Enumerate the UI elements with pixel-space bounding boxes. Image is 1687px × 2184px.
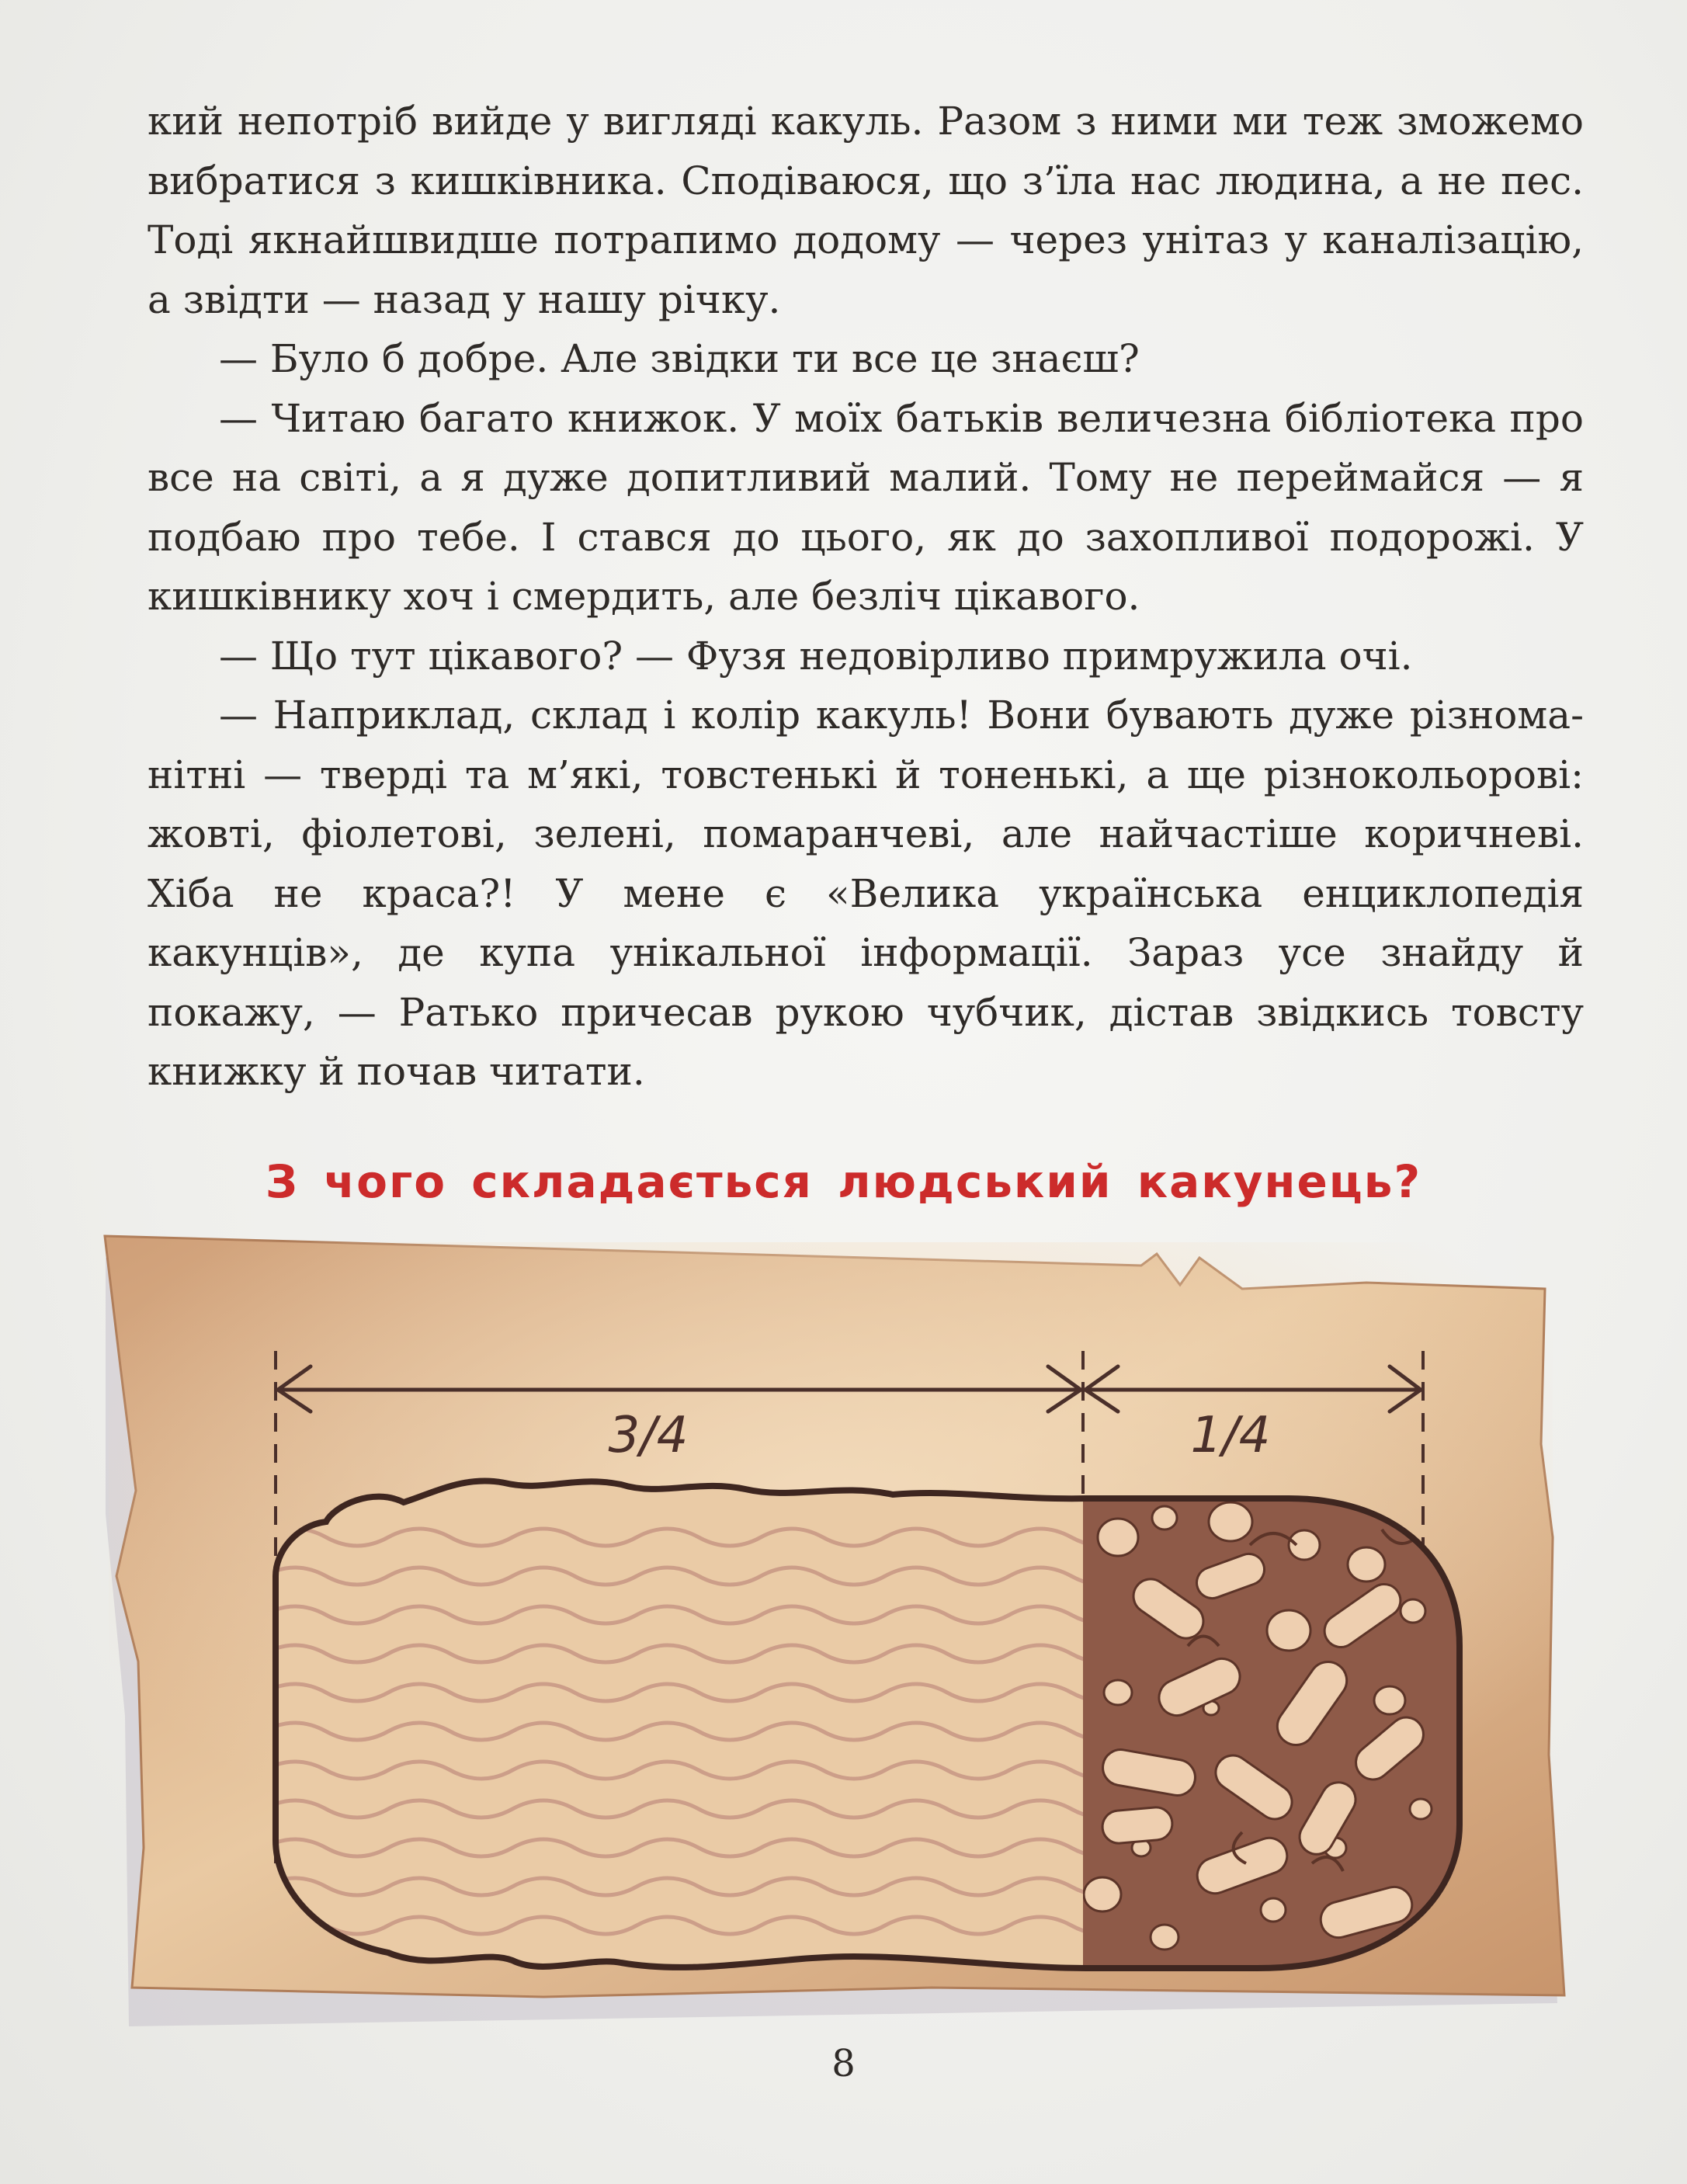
paragraph-3: — Читаю багато книжок. У моїх батьків величезна бібліотека про все на світі, а я дуже допитливий малий. Тому не переймайся — я подбаю про тебе. І стався до цього, як до захопливої подорожі. У кишківнику хоч і смердить, але безліч цікавого. (148, 395, 1584, 619)
paragraph-1: кий непотріб вийде у вигляді какуль. Разом з ними ми теж зможемо вибратися з кишківника. Сподіваюся, що з’їла нас людина, а не пес. Тоді якнайшвидше потрапимо додому — через унітаз у каналізацію, а звідти — назад у нашу річку. (148, 99, 1584, 322)
paragraph-5: — Наприклад, склад і колір какуль! Вони бувають дуже різноманітні — тверді та м’які, товстенькі й тоненькі, а ще різнокольорові: жовті, фіолетові, зелені, помаранчеві, але найчастіше коричневі. Хіба не краса?! У мене є «Велика українська енциклопедія какунців», де купа унікальної інформації. Зараз усе знайду й покажу, — Ратько причесав рукою чубчик, дістав звідкись товсту книжку й почав читати. (148, 693, 1584, 1094)
label-three-quarters: 3/4 (608, 1407, 689, 1464)
paragraph-2: — Було б добре. Але звідки ти все це знаєш? (219, 336, 1140, 381)
page-number: 8 (831, 2042, 856, 2085)
section-heading: З чого складається людський какунець? (265, 1155, 1422, 1208)
paragraph-4: — Що тут цікавого? — Фузя недовірливо примружила очі. (219, 633, 1413, 679)
poop-composition-illustration (0, 1211, 1687, 2034)
label-one-quarter: 1/4 (1190, 1407, 1271, 1464)
body-text (148, 92, 1584, 1102)
